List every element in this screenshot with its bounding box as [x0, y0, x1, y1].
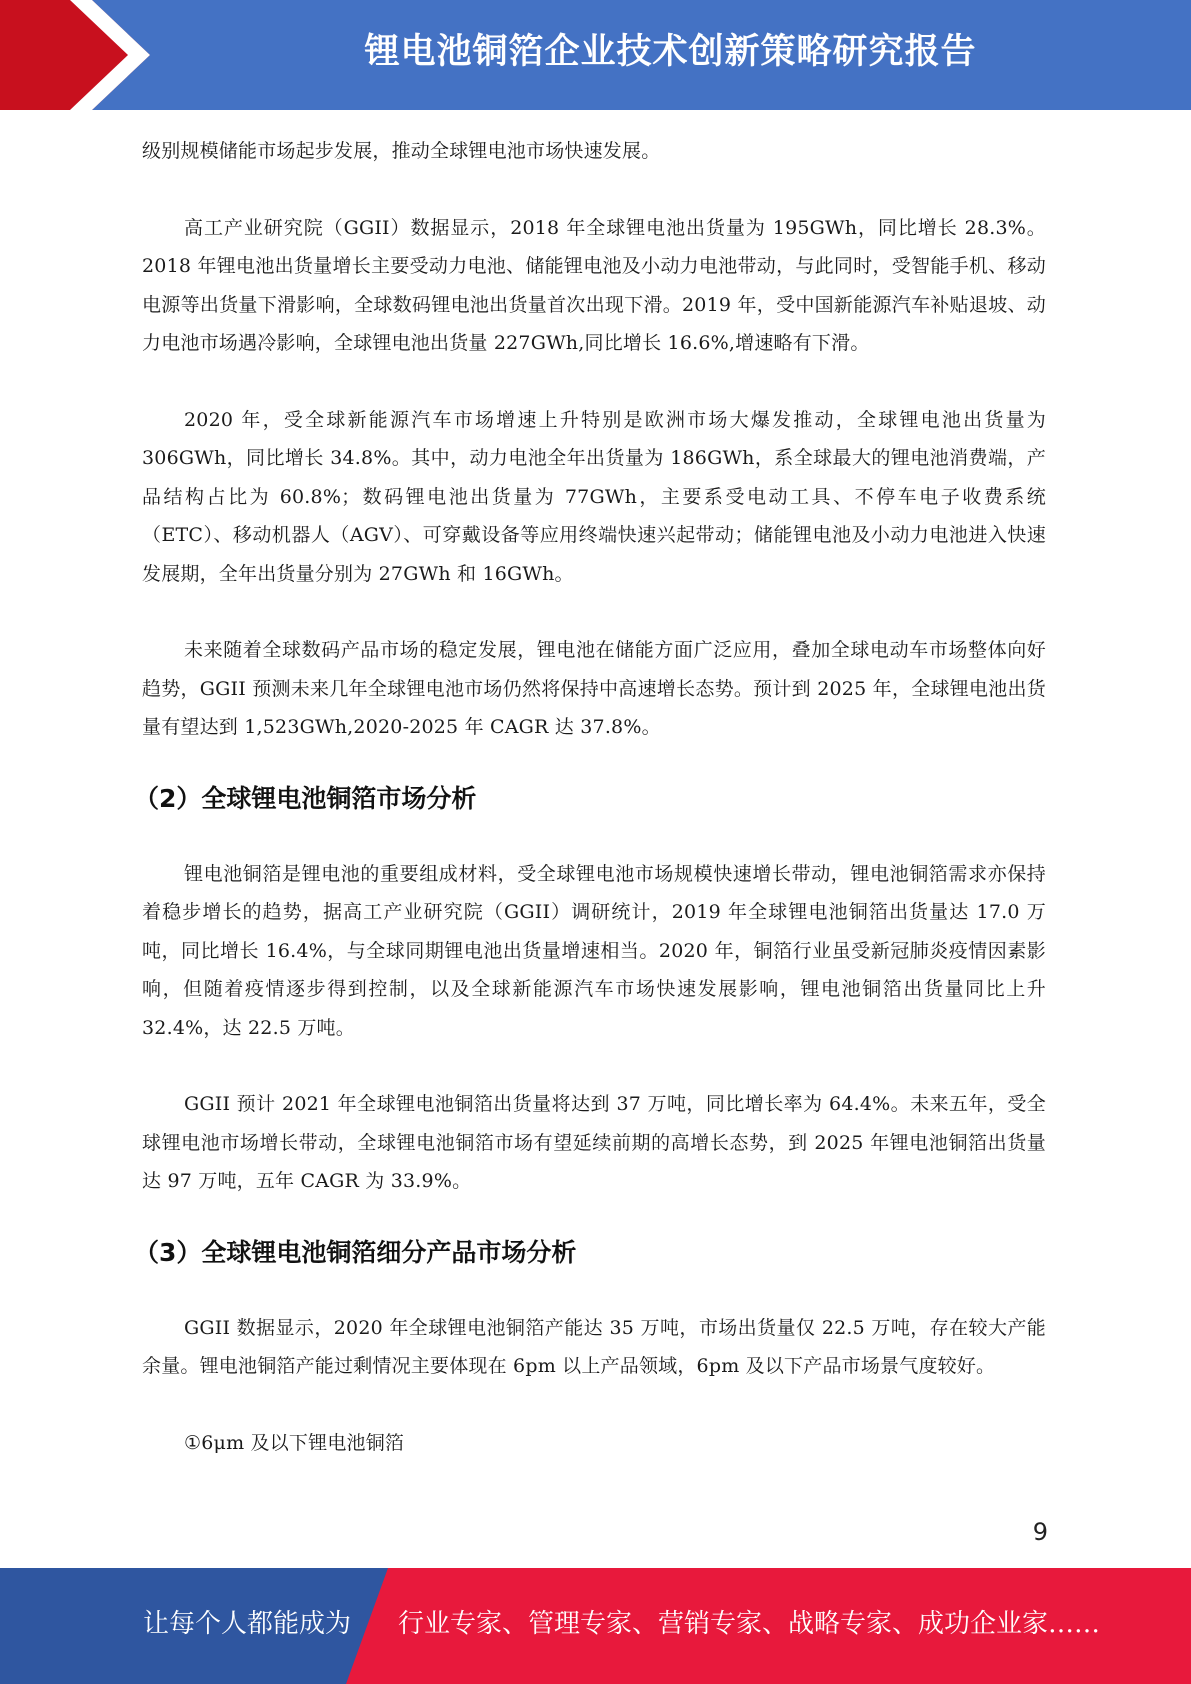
page-number: 9 [1032, 1518, 1048, 1546]
footer-slogan-right: 行业专家、管理专家、营销专家、战略专家、成功企业家…… [398, 1609, 1101, 1639]
section-heading-segment-analysis: （3）全球锂电池铜箔细分产品市场分析 [134, 1237, 577, 1267]
paragraph-copper-foil-forecast: GGII 预计 2021 年全球锂电池铜箔出货量将达到 37 万吨，同比增长率为 64.4%。未来五年，受全球锂电池市场增长带动，全球锂电池铜箔市场有望延续前期的高增长态势，到 2025 年锂电池铜箔出货量达 97 万吨，五年 CAGR 为 33.9%。 [142, 1093, 1046, 1192]
footer-slogan-left: 让每个人都能成为 [143, 1609, 352, 1639]
subheading-6um-foil: ①6μm 及以下锂电池铜箔 [184, 1431, 405, 1454]
paragraph-forecast: 未来随着全球数码产品市场的稳定发展，锂电池在储能方面广泛应用，叠加全球电动车市场整体向好趋势，GGII 预测未来几年全球锂电池市场仍然将保持中高速增长态势。预计到 2025 年，全球锂电池出货量有望达到 1,523GWh,2020-2025 年 CAGR 达 37.8%。 [142, 639, 1046, 738]
report-title: 锂电池铜箔企业技术创新策略研究报告 [364, 32, 977, 72]
paragraph-2020-shipments: 2020 年，受全球新能源汽车市场增速上升特别是欧洲市场大爆发推动，全球锂电池出货量为 306GWh，同比增长 34.8%。其中，动力电池全年出货量为 186GWh，系全球最大的锂电池消费端，产品结构占比为 60.8%；数码锂电池出货量为 77GWh，主要系受电动工具、不停车电子收费系统（ETC）、移动机器人（AGV）、可穿戴设备等应用终端快速兴起带动；储能锂电池及小动力电池进入快速发展期，全年出货量分别为 27GWh 和 16GWh。 [142, 408, 1046, 585]
header-chevron-decoration [0, 0, 150, 110]
paragraph-copper-foil-demand: 锂电池铜箔是锂电池的重要组成材料，受全球锂电池市场规模快速增长带动，锂电池铜箔需求亦保持着稳步增长的趋势，据高工产业研究院（GGII）调研统计，2019 年全球锂电池铜箔出货量达 17.0 万吨，同比增长 16.4%，与全球同期锂电池出货量增速相当。2020 年，铜箔行业虽受新冠肺炎疫情因素影响，但随着疫情逐步得到控制，以及全球新能源汽车市场快速发展影响，锂电池铜箔出货量同比上升 32.4%，达 22.5 万吨。 [142, 862, 1046, 1039]
document-body [134, 132, 1046, 1500]
header-banner [0, 0, 1191, 110]
paragraph-2018-2019-shipments: 高工产业研究院（GGII）数据显示，2018 年全球锂电池出货量为 195GWh，同比增长 28.3%。2018 年锂电池出货量增长主要受动力电池、储能锂电池及小动力电池带动，与此同时，受智能手机、移动电源等出货量下滑影响，全球数码锂电池出货量首次出现下滑。2019 年，受中国新能源汽车补贴退坡、动力电池市场遇冷影响，全球锂电池出货量 227GWh,同比增长 16.6%,增速略有下滑。 [142, 216, 1046, 354]
paragraph-continuation: 级别规模储能市场起步发展，推动全球锂电池市场快速发展。 [142, 140, 661, 162]
paragraph-capacity: GGII 数据显示，2020 年全球锂电池铜箔产能达 35 万吨，市场出货量仅 22.5 万吨，存在较大产能余量。锂电池铜箔产能过剩情况主要体现在 6pm 以上产品领域，6pm 及以下产品市场景气度较好。 [142, 1316, 1046, 1377]
section-heading-copper-foil-market: （2）全球锂电池铜箔市场分析 [134, 783, 477, 813]
footer-banner [0, 1568, 1191, 1684]
